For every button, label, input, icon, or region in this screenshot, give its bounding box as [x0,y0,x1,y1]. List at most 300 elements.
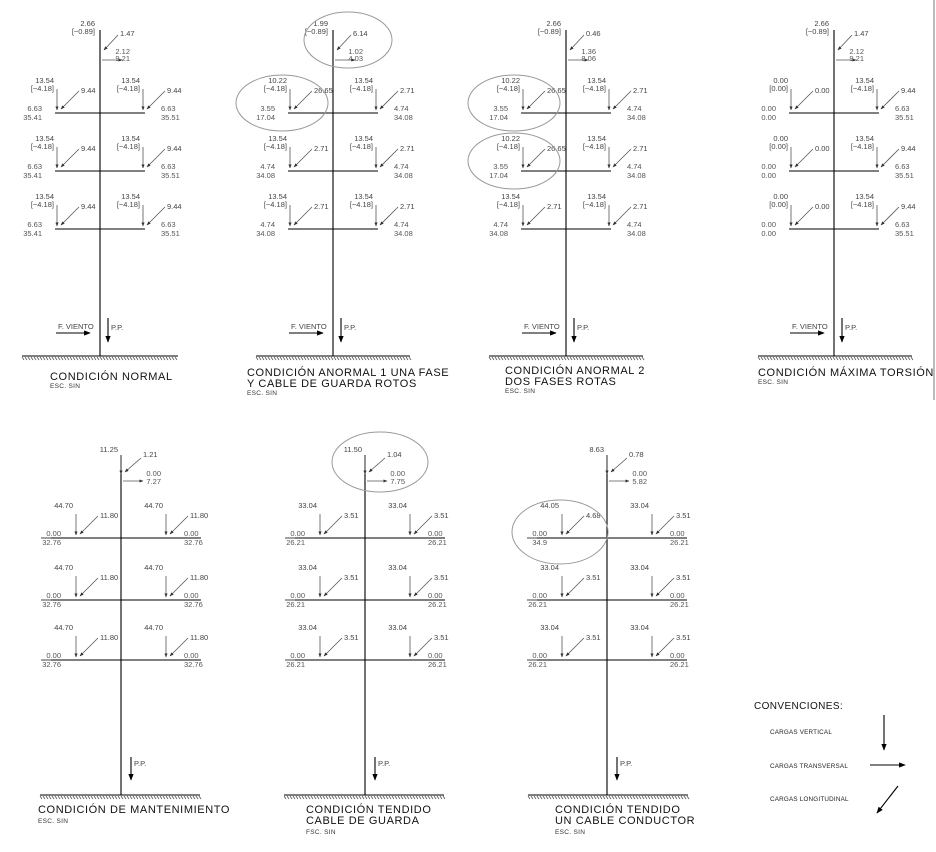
ground-hatch [434,796,436,799]
ground-hatch [618,796,620,799]
ground-hatch [905,357,907,360]
ground-hatch [287,796,289,799]
top-transversal-value-2: 5.82 [632,477,647,486]
ground-hatch [181,796,183,799]
ground-hatch [558,357,560,360]
ground-hatch [528,357,530,360]
self-weight-label: P.P. [344,323,357,332]
ground-hatch [600,796,602,799]
ground-hatch [187,796,189,799]
top-vertical-value: 8.63 [589,445,604,454]
ground-hatch [283,357,285,360]
ground-hatch [373,357,375,360]
ground-hatch [383,796,385,799]
ground-hatch [848,357,850,360]
longitudinal-load-value: 3.51 [586,633,601,642]
ground-hatch [525,357,527,360]
ground-hatch [504,357,506,360]
top-transversal-value: 2.12 [115,47,130,56]
legend-item-vertical: CARGAS VERTICAL [770,729,833,736]
ground-hatch [364,357,366,360]
ground-hatch [115,357,117,360]
ground-hatch [857,357,859,360]
transversal-load-value: 4.74 [627,220,642,229]
longitudinal-load-value: 3.51 [676,511,691,520]
top-longitudinal-value: 0.78 [629,450,644,459]
ground-hatch [58,796,60,799]
ground-hatch [370,357,372,360]
ground-hatch [588,796,590,799]
ground-hatch [570,357,572,360]
longitudinal-load-value: 9.44 [901,86,916,95]
ground-hatch [341,796,343,799]
vertical-load-bracket: [−4.18] [263,200,287,209]
transversal-load-value: 0.00 [761,104,776,113]
longitudinal-load-value: 11.80 [100,573,119,582]
vertical-load-bracket: [−4.18] [496,84,520,93]
ground-hatch [28,357,30,360]
vertical-load-value: 33.04 [388,501,407,510]
ground-hatch [651,796,653,799]
ground-hatch [603,357,605,360]
ground-hatch [549,796,551,799]
transversal-load-value-2: 34.08 [489,229,508,238]
transversal-load-value: 0.00 [761,162,776,171]
longitudinal-load-value: 2.71 [547,202,562,211]
longitudinal-load-value: 26.65 [547,144,566,153]
ground-hatch [639,796,641,799]
vertical-load-value: 13.54 [855,134,874,143]
ground-hatch [642,796,644,799]
vertical-load-bracket: [−4.18] [30,200,54,209]
top-transversal-value: 0.00 [632,469,647,478]
ground-hatch [624,796,626,799]
ground-hatch [528,796,530,799]
vertical-load-value: 10.22 [501,76,520,85]
vertical-load-value: 13.54 [121,134,140,143]
ground-hatch [492,357,494,360]
ground-hatch [681,796,683,799]
ground-hatch [403,357,405,360]
ground-hatch [79,357,81,360]
ground-hatch [513,357,515,360]
ground-hatch [325,357,327,360]
transversal-load-value: 4.74 [627,104,642,113]
longitudinal-load-value: 9.44 [167,86,182,95]
ground-hatch [334,357,336,360]
ground-hatch [314,796,316,799]
top-transversal-value-2: 9.21 [849,54,864,63]
longitudinal-load-arrow [566,516,584,534]
highlight-ellipse [512,500,608,564]
ground-hatch [382,357,384,360]
ground-hatch [343,357,345,360]
vertical-load-bracket: [−4.18] [582,84,606,93]
scale-note: ESC. SIN [38,818,69,825]
ground-hatch [609,796,611,799]
transversal-load-value: 0.00 [290,591,305,600]
ground-hatch [277,357,279,360]
ground-hatch [121,357,123,360]
diagram-normal [22,19,182,390]
transversal-load-value: 6.63 [161,104,176,113]
scale-note: ESC. SIN [505,388,536,395]
vertical-load-value: 44.70 [54,623,73,632]
ground-hatch [672,796,674,799]
ground-hatch [597,796,599,799]
ground-hatch [386,796,388,799]
ground-hatch [540,796,542,799]
ground-hatch [827,357,829,360]
transversal-load-value-2: 0.00 [761,229,776,238]
transversal-load-value-2: 26.21 [428,600,447,609]
ground-hatch [76,357,78,360]
ground-hatch [271,357,273,360]
vertical-load-value: 33.04 [630,623,649,632]
top-longitudinal-arrow [125,458,141,472]
ground-hatch [591,796,593,799]
vertical-load-value: 33.04 [630,563,649,572]
ground-hatch [663,796,665,799]
ground-hatch [97,357,99,360]
ground-hatch [773,357,775,360]
transversal-load-value: 0.00 [761,220,776,229]
ground-hatch [582,357,584,360]
transversal-load-value: 0.00 [428,591,443,600]
ground-hatch [394,357,396,360]
ground-hatch [579,357,581,360]
top-vertical-value: 11.25 [99,445,118,454]
ground-hatch [537,357,539,360]
transversal-load-value-2: 32.76 [184,660,203,669]
ground-hatch [37,357,39,360]
ground-hatch [675,796,677,799]
ground-hatch [555,357,557,360]
ground-hatch [579,796,581,799]
ground-hatch [292,357,294,360]
longitudinal-load-arrow [61,149,79,167]
vertical-load-bracket: [−4.18] [850,142,874,151]
ground-hatch [618,357,620,360]
transversal-load-value-2: 35.51 [895,229,914,238]
longitudinal-load-arrow [324,638,342,656]
ground-hatch [612,357,614,360]
ground-hatch [636,357,638,360]
longitudinal-load-value: 0.00 [815,86,830,95]
ground-hatch [516,357,518,360]
ground-hatch [495,357,497,360]
vertical-load-value: 0.00 [773,192,788,201]
ground-hatch [761,357,763,360]
ground-hatch [431,796,433,799]
ground-hatch [76,796,78,799]
vertical-load-bracket: [0.00] [769,84,788,93]
ground-hatch [552,796,554,799]
transversal-load-value: 4.74 [627,162,642,171]
condition-title: Y CABLE DE GUARDA ROTOS [247,378,417,390]
ground-hatch [782,357,784,360]
ground-hatch [821,357,823,360]
ground-hatch [199,796,201,799]
ground-hatch [594,357,596,360]
ground-hatch [875,357,877,360]
vertical-load-bracket: [−4.18] [582,142,606,151]
ground-hatch [406,357,408,360]
ground-hatch [687,796,689,799]
scale-note: ESC. SIN [758,379,789,386]
ground-hatch [103,357,105,360]
ground-hatch [552,357,554,360]
transversal-load-value: 6.63 [895,220,910,229]
longitudinal-load-value: 2.71 [400,144,415,153]
longitudinal-load-value: 11.80 [190,633,209,642]
ground-hatch [639,357,641,360]
ground-hatch [908,357,910,360]
ground-hatch [172,357,174,360]
ground-hatch [660,796,662,799]
transversal-load-value: 4.74 [260,220,275,229]
transversal-load-value-2: 34.08 [627,229,646,238]
ground-hatch [582,796,584,799]
ground-hatch [43,796,45,799]
transversal-load-value-2: 32.76 [42,600,61,609]
longitudinal-load-value: 2.71 [400,86,415,95]
vertical-load-bracket: [−4.18] [349,142,373,151]
transversal-load-value-2: 35.51 [895,171,914,180]
ground-hatch [130,357,132,360]
transversal-load-value-2: 35.51 [895,113,914,122]
transversal-load-value: 6.63 [27,162,42,171]
ground-hatch [531,796,533,799]
transversal-load-value-2: 26.21 [528,660,547,669]
longitudinal-load-arrow [527,207,545,225]
vertical-load-bracket: [−4.18] [349,84,373,93]
ground-hatch [911,357,913,360]
ground-hatch [118,796,120,799]
longitudinal-load-value: 9.44 [901,144,916,153]
ground-hatch [413,796,415,799]
condition-title: CABLE DE GUARDA [306,815,420,827]
ground-hatch [115,796,117,799]
ground-hatch [175,796,177,799]
ground-hatch [440,796,442,799]
longitudinal-load-value: 9.44 [167,202,182,211]
top-transversal-value-2: 7.27 [146,477,161,486]
ground-hatch [549,357,551,360]
ground-hatch [830,357,832,360]
longitudinal-load-arrow [324,578,342,596]
transversal-load-value: 0.00 [46,591,61,600]
condition-title: CONDICIÓN ANORMAL 2 [505,365,645,377]
ground-hatch [537,796,539,799]
longitudinal-load-value: 11.80 [100,511,119,520]
ground-hatch [61,357,63,360]
ground-hatch [184,796,186,799]
ground-hatch [259,357,261,360]
ground-hatch [684,796,686,799]
vertical-load-bracket: [−4.18] [850,84,874,93]
ground-hatch [612,796,614,799]
ground-hatch [293,796,295,799]
self-weight-label: P.P. [134,759,147,768]
ground-hatch [175,357,177,360]
longitudinal-load-arrow [80,516,98,534]
vertical-load-value: 13.54 [121,76,140,85]
ground-hatch [295,357,297,360]
ground-hatch [338,796,340,799]
vertical-load-bracket: [−4.18] [349,200,373,209]
ground-hatch [645,796,647,799]
ground-hatch [301,357,303,360]
ground-hatch [55,796,57,799]
transversal-load-value-2: 26.21 [428,660,447,669]
ground-hatch [630,796,632,799]
ground-hatch [797,357,799,360]
ground-hatch [627,796,629,799]
ground-hatch [85,796,87,799]
scale-note: FSC. SIN [306,829,336,836]
ground-hatch [356,796,358,799]
ground-hatch [106,796,108,799]
top-vertical-value: 2.66 [546,19,561,28]
transversal-load-value-2: 26.21 [528,600,547,609]
ground-hatch [355,357,357,360]
ground-hatch [409,357,411,360]
top-transversal-value-2: 8.06 [581,54,596,63]
ground-hatch [94,357,96,360]
ground-hatch [561,796,563,799]
ground-hatch [899,357,901,360]
ground-hatch [385,357,387,360]
longitudinal-load-arrow [61,207,79,225]
longitudinal-load-value: 3.51 [434,511,449,520]
top-longitudinal-value: 0.46 [586,29,601,38]
ground-hatch [332,796,334,799]
transversal-load-value-2: 26.21 [286,600,305,609]
top-transversal-value: 0.00 [390,469,405,478]
ground-hatch [764,357,766,360]
ground-hatch [416,796,418,799]
longitudinal-load-value: 2.71 [400,202,415,211]
transversal-load-value-2: 32.76 [184,600,203,609]
ground-hatch [887,357,889,360]
ground-hatch [881,357,883,360]
transversal-load-value-2: 26.21 [428,538,447,547]
top-transversal-value-2: 4.03 [348,54,363,63]
ground-hatch [40,796,42,799]
ground-hatch [531,357,533,360]
ground-hatch [46,796,48,799]
ground-hatch [564,796,566,799]
ground-hatch [361,357,363,360]
ground-hatch [40,357,42,360]
ground-hatch [788,357,790,360]
ground-hatch [136,357,138,360]
transversal-load-value: 0.00 [670,529,685,538]
transversal-load-value: 4.74 [260,162,275,171]
ground-hatch [654,796,656,799]
ground-hatch [322,357,324,360]
top-longitudinal-arrow [369,458,385,472]
ground-hatch [615,796,617,799]
ground-hatch [64,796,66,799]
ground-hatch [812,357,814,360]
ground-hatch [600,357,602,360]
ground-hatch [326,796,328,799]
ground-hatch [133,357,135,360]
longitudinal-load-value: 9.44 [81,202,96,211]
top-vertical-value: 2.66 [814,19,829,28]
transversal-load-value-2: 26.21 [286,660,305,669]
transversal-load-value-2: 35.51 [161,229,180,238]
longitudinal-load-value: 2.71 [314,202,329,211]
ground-hatch [510,357,512,360]
ground-hatch [839,357,841,360]
ground-hatch [142,796,144,799]
longitudinal-load-arrow [294,91,312,109]
ground-hatch [311,796,313,799]
ground-hatch [633,357,635,360]
vertical-load-value: 44.70 [144,563,163,572]
ground-hatch [329,796,331,799]
ground-hatch [815,357,817,360]
ground-hatch [100,796,102,799]
wind-label: F. VIENTO [291,322,327,331]
ground-hatch [88,357,90,360]
transversal-load-value-2: 34.08 [256,171,275,180]
ground-hatch [94,796,96,799]
longitudinal-load-arrow [795,207,813,225]
ground-hatch [758,357,760,360]
ground-hatch [154,796,156,799]
ground-hatch [561,357,563,360]
self-weight-label: P.P. [845,323,858,332]
vertical-load-value: 13.54 [35,76,54,85]
ground-hatch [121,796,123,799]
vertical-load-bracket: [−4.18] [496,142,520,151]
ground-hatch [371,796,373,799]
self-weight-label: P.P. [111,323,124,332]
ground-hatch [145,796,147,799]
condition-title: UN CABLE CONDUCTOR [555,815,696,827]
longitudinal-load-arrow [80,578,98,596]
transversal-load-value-2: 32.76 [42,660,61,669]
condition-title: CONDICIÓN TENDIDO [306,804,432,816]
longitudinal-load-value: 2.71 [633,86,648,95]
ground-hatch [304,357,306,360]
ground-hatch [824,357,826,360]
longitudinal-load-arrow [294,149,312,167]
ground-hatch [603,796,605,799]
ground-hatch [347,796,349,799]
vertical-load-value: 13.54 [268,192,287,201]
longitudinal-load-value: 11.80 [100,633,119,642]
longitudinal-load-arrow [324,516,342,534]
ground-hatch [379,357,381,360]
ground-hatch [328,357,330,360]
ground-hatch [193,796,195,799]
ground-hatch [896,357,898,360]
arrow-diagonal-icon [877,786,898,813]
top-transversal-value: 1.02 [348,47,363,56]
ground-hatch [265,357,267,360]
ground-hatch [91,357,93,360]
ground-hatch [91,796,93,799]
ground-hatch [884,357,886,360]
transversal-load-value-2: 26.21 [670,660,689,669]
ground-hatch [52,796,54,799]
ground-hatch [136,796,138,799]
